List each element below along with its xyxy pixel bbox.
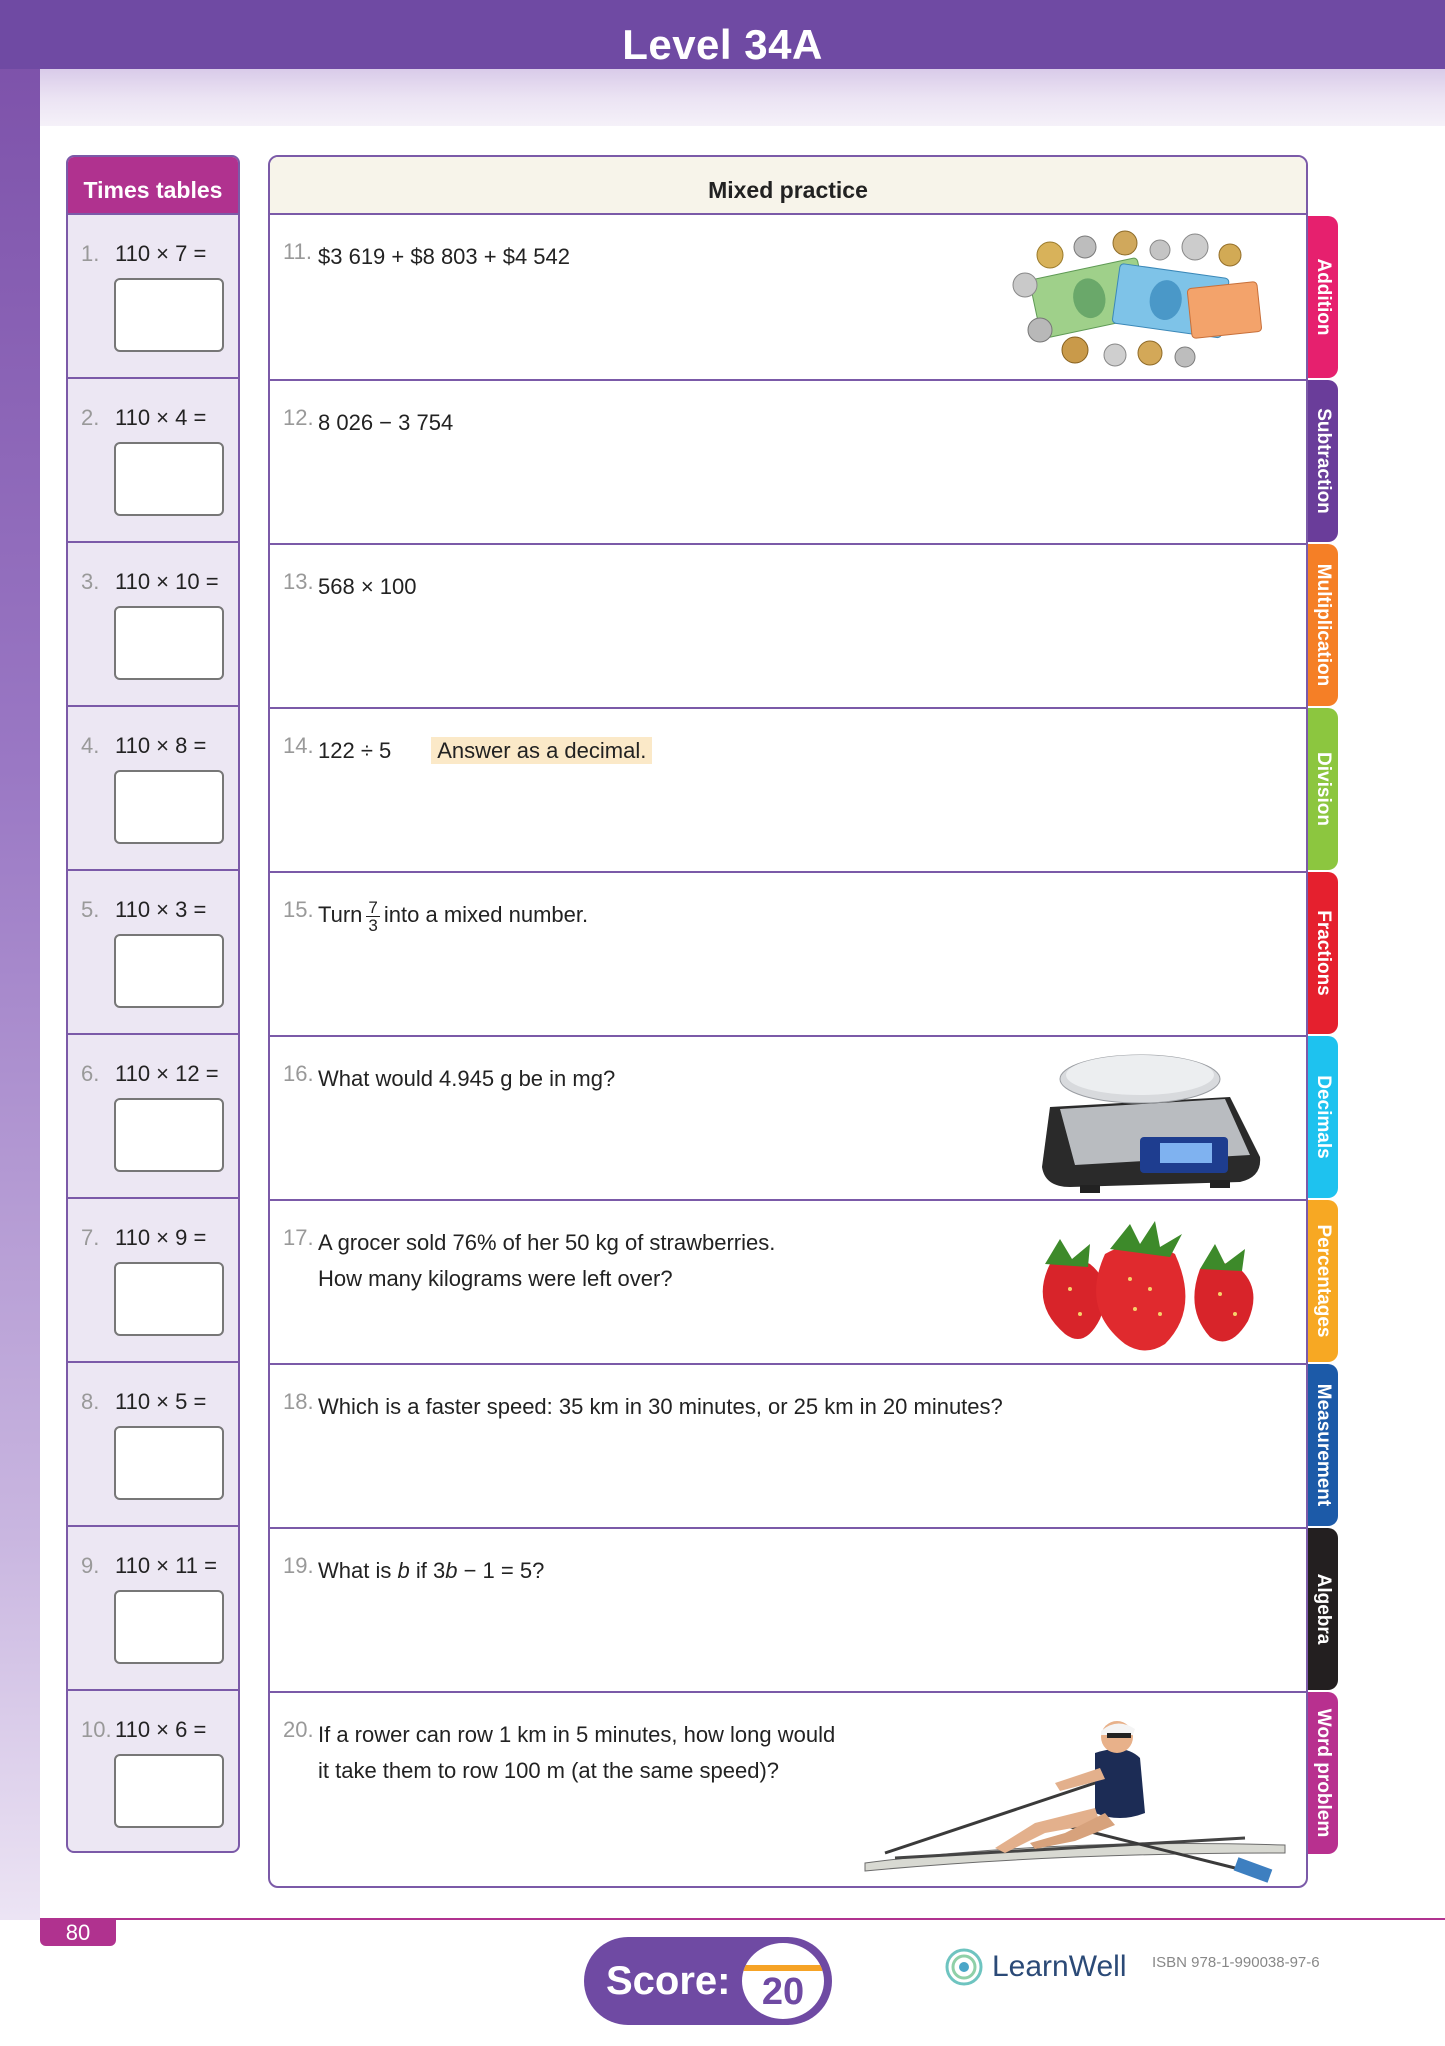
variable: b bbox=[397, 1558, 410, 1583]
question-row bbox=[270, 543, 1306, 707]
brand bbox=[944, 1942, 1127, 1992]
money-illustration bbox=[995, 225, 1275, 375]
question-text: 110 × 6 = bbox=[115, 1717, 207, 1742]
answer-box[interactable] bbox=[114, 1426, 224, 1500]
variable: b bbox=[445, 1558, 458, 1583]
tab-decimals bbox=[1308, 1036, 1338, 1198]
learnwell-logo-icon bbox=[944, 1947, 984, 1987]
question-number: 3. bbox=[81, 569, 100, 594]
question-number: 9. bbox=[81, 1553, 100, 1578]
question-row bbox=[270, 1363, 1306, 1527]
question-text: $3 619 + $8 803 + $4 542 bbox=[318, 244, 571, 269]
question-row bbox=[270, 871, 1306, 1035]
question-line-1: A grocer sold 76% of her 50 kg of strawberries. bbox=[318, 1230, 776, 1255]
question-text bbox=[318, 1225, 775, 1297]
score-circle bbox=[738, 1939, 828, 2023]
question-row bbox=[270, 1691, 1306, 1888]
tab-label: Multiplication bbox=[1313, 563, 1334, 687]
tab-algebra bbox=[1308, 1528, 1338, 1690]
question-number: 2. bbox=[81, 405, 100, 430]
question-number: 7. bbox=[81, 1225, 100, 1250]
question-text: 110 × 5 = bbox=[115, 1389, 207, 1414]
tab-label: Subtraction bbox=[1313, 408, 1334, 514]
answer-box[interactable] bbox=[114, 606, 224, 680]
question-line-2: it take them to row 100 m (at the same speed)? bbox=[318, 1758, 780, 1783]
question-text-mid: if 3 bbox=[415, 1558, 446, 1583]
tab-label: Percentages bbox=[1313, 1224, 1334, 1338]
brand-name: LearnWell bbox=[992, 1950, 1127, 1983]
question-text: 110 × 10 = bbox=[115, 569, 219, 594]
tab-label: Addition bbox=[1313, 258, 1334, 336]
question-row bbox=[270, 1035, 1306, 1199]
answer-box[interactable] bbox=[114, 934, 224, 1008]
times-table-row bbox=[68, 541, 238, 705]
tab-percentages bbox=[1308, 1200, 1338, 1362]
question-number: 19. bbox=[283, 1553, 314, 1578]
times-tables-heading: Times tables bbox=[68, 157, 238, 213]
question-line-1: If a rower can row 1 km in 5 minutes, how long would bbox=[318, 1722, 836, 1747]
answer-box[interactable] bbox=[114, 442, 224, 516]
question-text bbox=[318, 1553, 544, 1589]
score-total: 20 bbox=[761, 1971, 805, 2013]
question-text-post: into a mixed number. bbox=[383, 902, 589, 927]
tab-label: Measurement bbox=[1313, 1383, 1334, 1507]
tab-multiplication bbox=[1308, 544, 1338, 706]
question-row bbox=[270, 1527, 1306, 1691]
tab-label: Decimals bbox=[1313, 1075, 1334, 1159]
question-text-pre: Turn bbox=[318, 902, 363, 927]
page-number: 80 bbox=[40, 1920, 116, 1946]
answer-box[interactable] bbox=[114, 1262, 224, 1336]
question-line-2: How many kilograms were left over? bbox=[318, 1266, 673, 1291]
question-text: 110 × 8 = bbox=[115, 733, 207, 758]
tab-measurement bbox=[1308, 1364, 1338, 1526]
question-text: 110 × 3 = bbox=[115, 897, 207, 922]
question-number: 6. bbox=[81, 1061, 100, 1086]
question-text bbox=[318, 733, 652, 769]
question-text: 110 × 12 = bbox=[115, 1061, 219, 1086]
times-table-row bbox=[68, 1689, 238, 1853]
page-title: Level 34A bbox=[622, 21, 823, 68]
question-number: 11. bbox=[283, 239, 312, 264]
times-table-row bbox=[68, 1525, 238, 1689]
question-number: 1. bbox=[81, 241, 100, 266]
answer-box[interactable] bbox=[114, 1098, 224, 1172]
left-decorative-strip bbox=[0, 0, 40, 1920]
times-table-row bbox=[68, 377, 238, 541]
answer-box[interactable] bbox=[114, 278, 224, 352]
question-text bbox=[318, 897, 588, 934]
mixed-practice-panel bbox=[268, 155, 1308, 1888]
question-number: 20. bbox=[283, 1717, 314, 1742]
question-text-pre: What is bbox=[318, 1558, 392, 1583]
times-table-row bbox=[68, 1033, 238, 1197]
rower-illustration bbox=[855, 1713, 1295, 1888]
question-number: 17. bbox=[283, 1225, 314, 1250]
times-table-row bbox=[68, 213, 238, 377]
question-number: 10. bbox=[81, 1717, 112, 1742]
strawberries-illustration bbox=[1010, 1209, 1280, 1357]
question-text: 110 × 11 = bbox=[115, 1553, 217, 1578]
isbn: ISBN 978-1-990038-97-6 bbox=[1152, 1954, 1320, 1971]
tab-subtraction bbox=[1308, 380, 1338, 542]
question-number: 8. bbox=[81, 1389, 100, 1414]
header-fade bbox=[40, 69, 1445, 126]
question-row bbox=[270, 215, 1306, 379]
question-text: 110 × 7 = bbox=[115, 241, 207, 266]
answer-box[interactable] bbox=[114, 1754, 224, 1828]
question-number: 14. bbox=[283, 733, 314, 758]
tab-label: Division bbox=[1313, 752, 1334, 826]
tab-fractions bbox=[1308, 872, 1338, 1034]
question-text: 568 × 100 bbox=[318, 574, 417, 599]
question-number: 13. bbox=[283, 569, 314, 594]
score-label: Score: bbox=[606, 1959, 731, 2003]
question-number: 4. bbox=[81, 733, 100, 758]
question-row bbox=[270, 379, 1306, 543]
footer-divider bbox=[40, 1918, 1445, 1920]
times-table-row bbox=[68, 1361, 238, 1525]
question-text: What would 4.945 g be in mg? bbox=[318, 1066, 616, 1091]
kitchen-scale-illustration bbox=[1030, 1037, 1270, 1197]
fraction-denominator: 3 bbox=[368, 915, 378, 935]
answer-box[interactable] bbox=[114, 770, 224, 844]
question-expression: 122 ÷ 5 bbox=[318, 738, 392, 763]
question-text: Which is a faster speed: 35 km in 30 minutes, or 25 km in 20 minutes? bbox=[318, 1394, 1003, 1419]
question-row bbox=[270, 707, 1306, 871]
question-number: 16. bbox=[283, 1061, 314, 1086]
question-row bbox=[270, 1199, 1306, 1363]
question-number: 5. bbox=[81, 897, 100, 922]
fraction bbox=[366, 899, 379, 934]
question-number: 15. bbox=[283, 897, 314, 922]
tab-word-problem bbox=[1308, 1692, 1338, 1854]
times-table-row bbox=[68, 705, 238, 869]
tab-label: Algebra bbox=[1313, 1573, 1334, 1645]
answer-box[interactable] bbox=[114, 1590, 224, 1664]
question-text: 110 × 9 = bbox=[115, 1225, 207, 1250]
fraction-numerator: 7 bbox=[368, 897, 378, 917]
tab-label: Word problem bbox=[1313, 1708, 1334, 1838]
times-table-row bbox=[68, 869, 238, 1033]
question-number: 12. bbox=[283, 405, 314, 430]
question-text bbox=[318, 1717, 835, 1789]
tab-addition bbox=[1308, 216, 1338, 378]
tab-division bbox=[1308, 708, 1338, 870]
times-table-row bbox=[68, 1197, 238, 1361]
question-text: 8 026 − 3 754 bbox=[318, 410, 454, 435]
instruction-note: Answer as a decimal. bbox=[431, 737, 652, 764]
times-tables-panel bbox=[66, 155, 240, 1853]
question-number: 18. bbox=[283, 1389, 314, 1414]
question-text-post: − 1 = 5? bbox=[463, 1558, 545, 1583]
question-text: 110 × 4 = bbox=[115, 405, 207, 430]
tab-label: Fractions bbox=[1313, 910, 1334, 996]
mixed-practice-heading: Mixed practice bbox=[270, 157, 1306, 215]
